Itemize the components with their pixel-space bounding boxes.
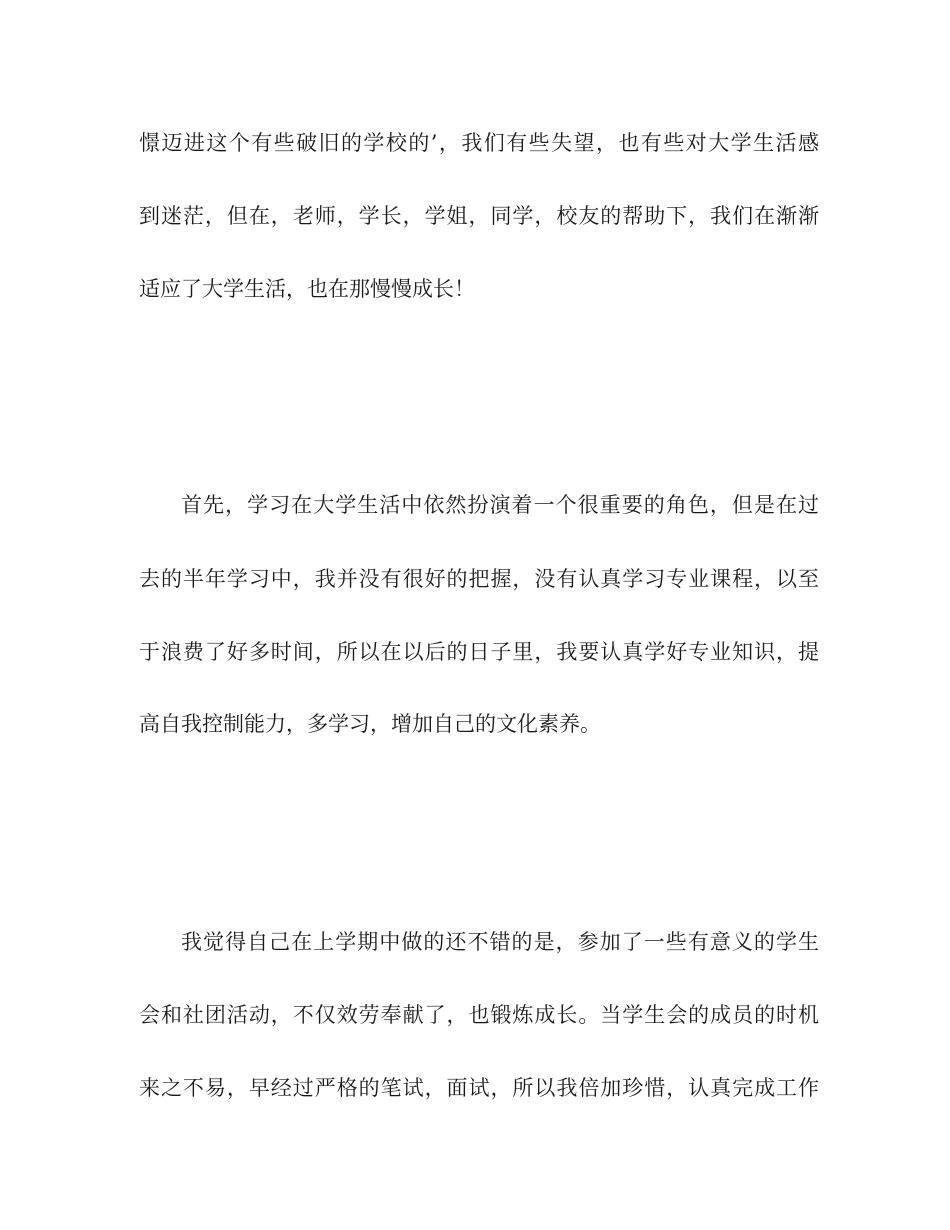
paragraph-2-line-1: 首先，学习在大学生活中依然扮演着一个很重要的角色，但是在过 — [181, 493, 819, 517]
paragraph-3-line-2: 会和社团活动，不仅效劳奉献了，也锻炼成长。当学生会的成员的时机 — [139, 1003, 819, 1027]
paragraph-2-line-2: 去的半年学习中，我并没有很好的把握，没有认真学习专业课程，以至 — [139, 567, 819, 591]
paragraph-2-line-4: 高自我控制能力，多学习，增加自己的文化素养。 — [139, 712, 601, 736]
paragraph-1-line-1: 憬迈进这个有些破旧的学校的’，我们有些失望，也有些对大学生活感 — [139, 131, 819, 155]
paragraph-3-line-3: 来之不易，早经过严格的笔试，面试，所以我倍加珍惜，认真完成工作 — [139, 1076, 819, 1100]
paragraph-3-line-1: 我觉得自己在上学期中做的还不错的是，参加了一些有意义的学生 — [181, 930, 819, 954]
paragraph-2-line-3: 于浪费了好多时间，所以在以后的日子里，我要认真学好专业知识，提 — [139, 640, 819, 664]
paragraph-1-line-3: 适应了大学生活，也在那慢慢成长！ — [139, 277, 475, 301]
paragraph-1-line-2: 到迷茫，但在，老师，学长，学姐，同学，校友的帮助下，我们在渐渐 — [139, 204, 819, 228]
